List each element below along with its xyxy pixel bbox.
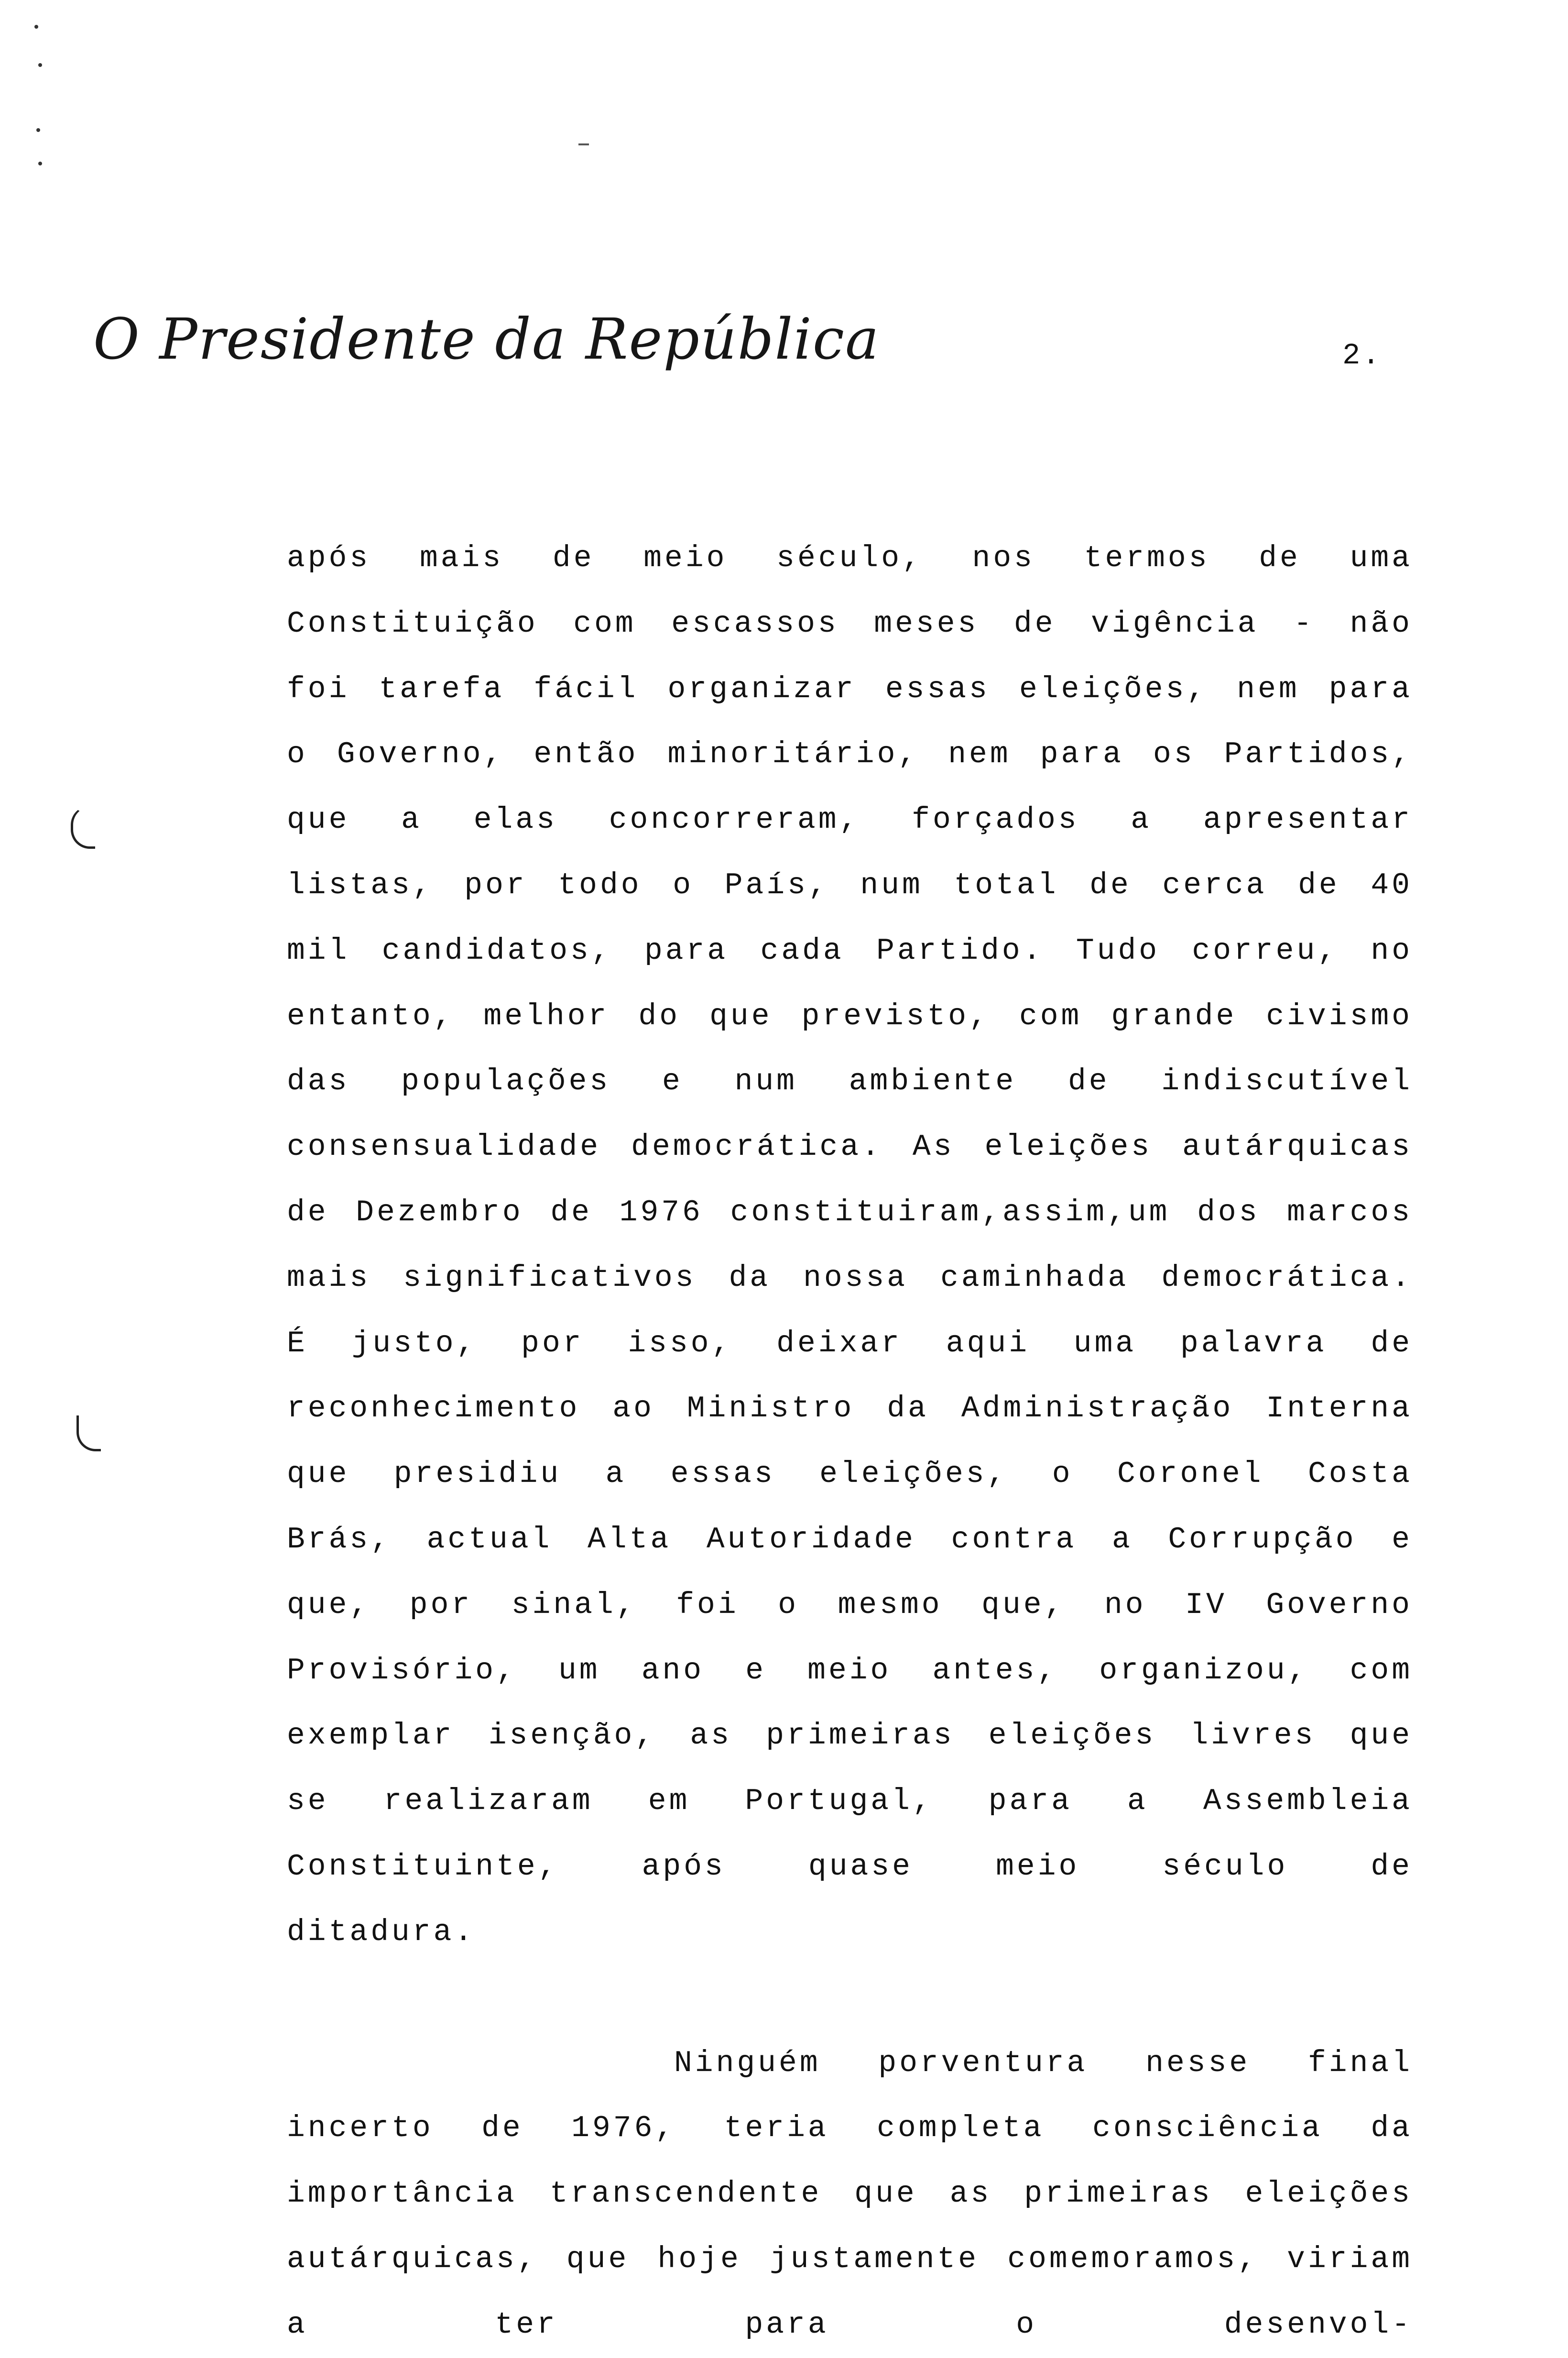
paragraph-last-line: ditadura. <box>287 1915 476 1949</box>
letterhead-title: O Presidente da República <box>93 306 880 372</box>
scan-speck <box>38 162 42 165</box>
paragraph-text: após mais de meio século, nos termos de uma Constituição com escassos meses de vigência - não foi tarefa fácil organizar essas eleições, nem para o Governo, então minoritário, nem para os Partidos, que a elas concorreram, forçados a apresentar listas, por todo o País, num total de cerca de 40 mil candidatos, para cada Partido. Tudo correu, no entanto, melhor do que previsto, com grande civismo das populações e num ambiente de indiscutível consensualidade democrática. As eleições autárquicas de Dezembro de 1976 constituiram,assim,um dos marcos mais significativos da nossa caminhada democrática. É justo, por isso, deixar aqui uma palavra de reconhecimento ao Ministro da Administração Interna que presidiu a essas eleições, o Coronel Costa Brás, actual Alta Autoridade contra a Corrupção e que, por sinal, foi o mesmo que, no IV Governo Provisório, um ano e meio antes, organizou, com exemplar isenção, as primeiras eleições livres que se realizaram em Portugal, para a Assembleia Constituinte, após quase meio século de <box>287 541 1413 1884</box>
scan-dash <box>578 143 589 145</box>
paragraph <box>287 526 1413 1965</box>
scan-speck <box>38 63 42 67</box>
scan-speck <box>36 128 40 132</box>
body-text <box>287 526 1413 2358</box>
paragraph: Ninguém porventura nesse final incerto de 1976, teria completa consciência da importância transcendente que as primeiras eleições autárquicas, que hoje justamente comemoramos, viriam a ter para o desenvol- <box>287 2046 1413 2342</box>
scan-speck <box>34 25 38 29</box>
margin-bracket-mark <box>76 1415 101 1451</box>
margin-bracket-mark <box>71 806 95 849</box>
page-number: 2. <box>1342 339 1382 373</box>
